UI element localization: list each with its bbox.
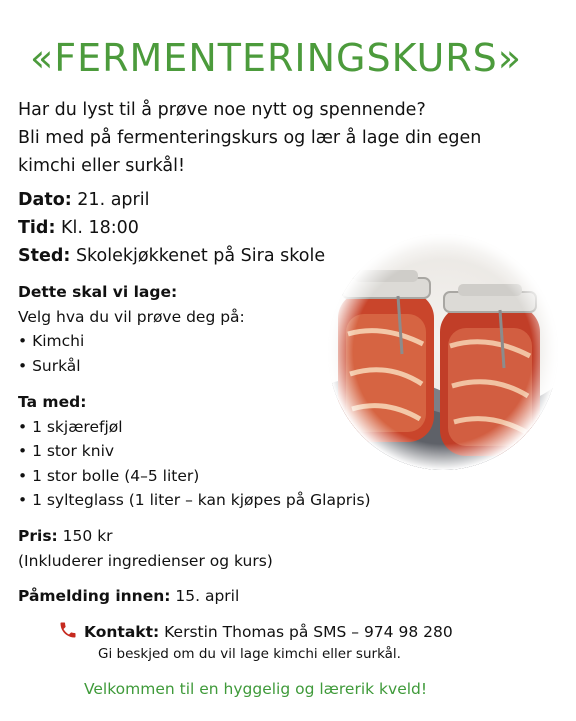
list-item: • Kimchi — [18, 332, 85, 350]
signup-value: 15. april — [170, 587, 240, 605]
place-label: Sted: — [18, 246, 71, 266]
date-row — [18, 186, 325, 214]
bring-section — [18, 390, 371, 513]
time-label: Tid: — [18, 218, 56, 238]
place-row — [18, 242, 325, 270]
price-label: Pris: — [18, 527, 58, 545]
price-section — [18, 524, 273, 573]
contact-note: Gi beskjed om du vil lage kimchi eller surkål. — [98, 646, 401, 662]
signup-label: Påmelding innen: — [18, 587, 171, 605]
intro-line: Har du lyst til å prøve noe nytt og spennende? — [18, 100, 426, 120]
price-note: (Inkluderer ingredienser og kurs) — [18, 551, 273, 570]
list-item: • 1 stor bolle (4–5 liter) — [18, 466, 200, 485]
time-value: Kl. 18:00 — [55, 218, 139, 238]
intro-line: Bli med på fermenteringskurs og lær å lage din egen — [18, 128, 482, 148]
welcome-text: Velkommen til en hyggelig og lærerik kveld! — [84, 680, 428, 698]
make-heading: Dette skal vi lage: — [18, 283, 178, 301]
contact-label: Kontakt: — [84, 623, 160, 641]
intro-line: kimchi eller surkål! — [18, 156, 186, 176]
time-row — [18, 214, 325, 242]
make-subtitle: Velg hva du vil prøve deg på: — [18, 307, 245, 326]
kimchi-jars-photo — [328, 234, 558, 470]
phone-icon — [58, 620, 80, 647]
event-info — [18, 186, 325, 270]
date-label: Dato: — [18, 190, 72, 210]
contact-row — [58, 620, 453, 647]
page-title: «FERMENTERINGSKURS» — [30, 36, 523, 80]
intro-text — [18, 96, 558, 180]
contact-value: Kerstin Thomas på SMS – 974 98 280 — [159, 623, 453, 641]
list-item: • 1 stor kniv — [18, 442, 115, 460]
signup-section — [18, 584, 239, 609]
date-value: 21. april — [71, 190, 150, 210]
list-item: • 1 skjærefjøl — [18, 417, 123, 436]
make-section — [18, 280, 245, 378]
bring-heading: Ta med: — [18, 393, 87, 411]
place-value: Skolekjøkkenet på Sira skole — [70, 246, 326, 266]
price-value: 150 kr — [57, 527, 113, 545]
list-item: • Surkål — [18, 356, 81, 375]
list-item: • 1 sylteglass (1 liter – kan kjøpes på Glapris) — [18, 491, 371, 509]
